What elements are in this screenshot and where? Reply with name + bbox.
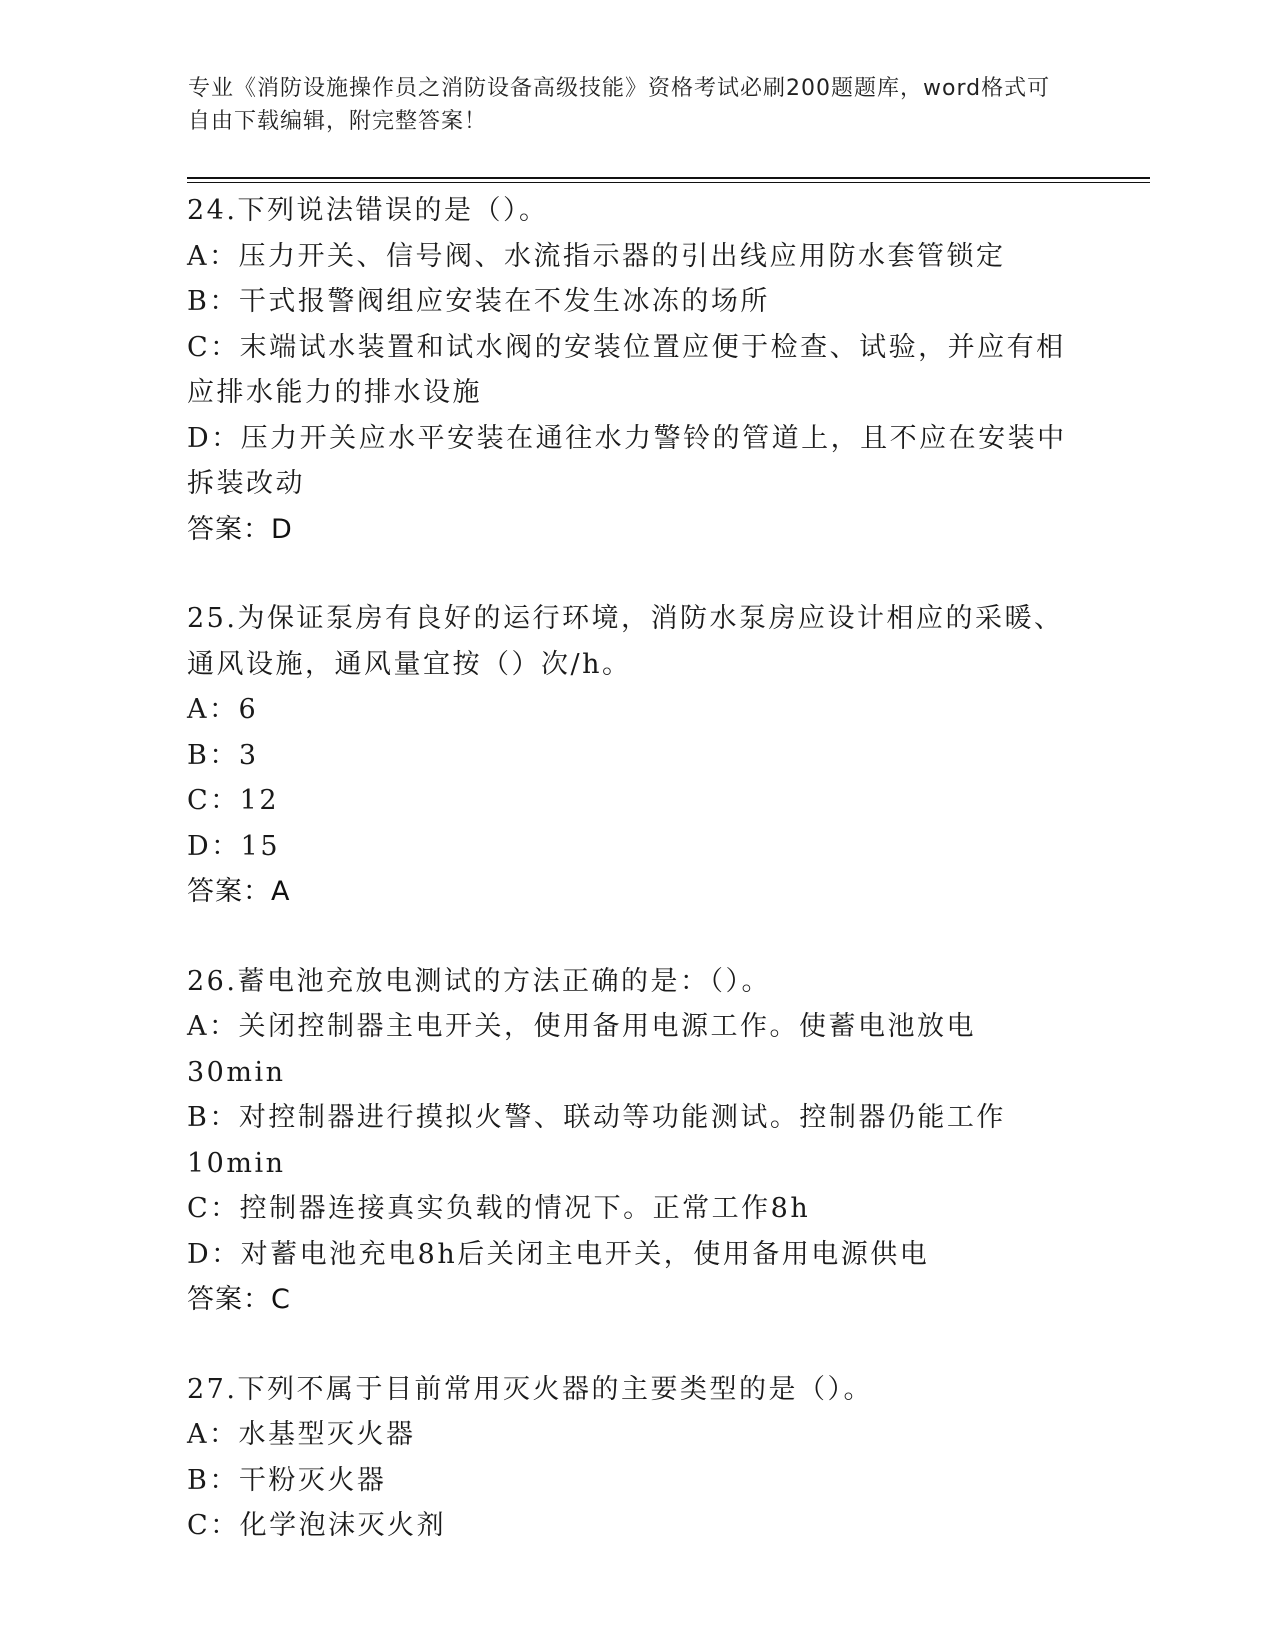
question-stem: 26.蓄电池充放电测试的方法正确的是：（）。 <box>187 965 771 997</box>
answer-label: 答案：C <box>187 1284 291 1315</box>
question-list <box>187 188 1067 1593</box>
option-c: C：12 <box>187 785 280 816</box>
answer-label: 答案：D <box>187 513 293 545</box>
option-a: A：水基型灭火器 <box>187 1419 416 1450</box>
option-a: A：关闭控制器主电开关，使用备用电源工作。使蓄电池放电30min <box>187 1011 976 1088</box>
question-stem: 25.为保证泵房有良好的运行环境，消防水泵房应设计相应的采暖、通风设施，通风量宜按（）次/h。 <box>187 603 1064 680</box>
header-rule-thick <box>187 177 1150 179</box>
option-d: D：对蓄电池充电8h后关闭主电开关，使用备用电源供电 <box>187 1238 930 1270</box>
question-stem: 24.下列说法错误的是（）。 <box>187 195 549 226</box>
option-b: B：干粉灭火器 <box>187 1464 387 1496</box>
option-c: C：化学泡沫灭火剂 <box>187 1510 447 1541</box>
option-d: D：压力开关应水平安装在通往水力警铃的管道上，且不应在安装中拆装改动 <box>187 422 1067 499</box>
option-b: B：对控制器进行摸拟火警、联动等功能测试。控制器仍能工作10min <box>187 1102 1006 1179</box>
question-25 <box>187 596 1067 915</box>
option-a: A：压力开关、信号阀、水流指示器的引出线应用防水套管锁定 <box>187 240 1006 272</box>
option-d: D：15 <box>187 830 281 862</box>
option-a: A：6 <box>187 694 259 725</box>
option-c: C：末端试水装置和试水阀的安装位置应便于检查、试验，并应有相应排水能力的排水设施 <box>187 331 1066 408</box>
option-b: B：3 <box>187 739 259 771</box>
option-b: B：干式报警阀组应安装在不发生冰冻的场所 <box>187 286 770 317</box>
question-27 <box>187 1367 1067 1549</box>
answer-label: 答案：A <box>187 876 291 907</box>
question-stem: 27.下列不属于目前常用灭火器的主要类型的是（）。 <box>187 1373 873 1405</box>
header-rule-thin <box>187 182 1150 183</box>
document-header: 专业《消防设施操作员之消防设备高级技能》资格考试必刷200题题库，word格式可自由下载编辑，附完整答案！ <box>188 76 1051 134</box>
option-c: C：控制器连接真实负载的情况下。正常工作8h <box>187 1193 811 1224</box>
question-24 <box>187 188 1067 552</box>
question-26 <box>187 959 1067 1323</box>
